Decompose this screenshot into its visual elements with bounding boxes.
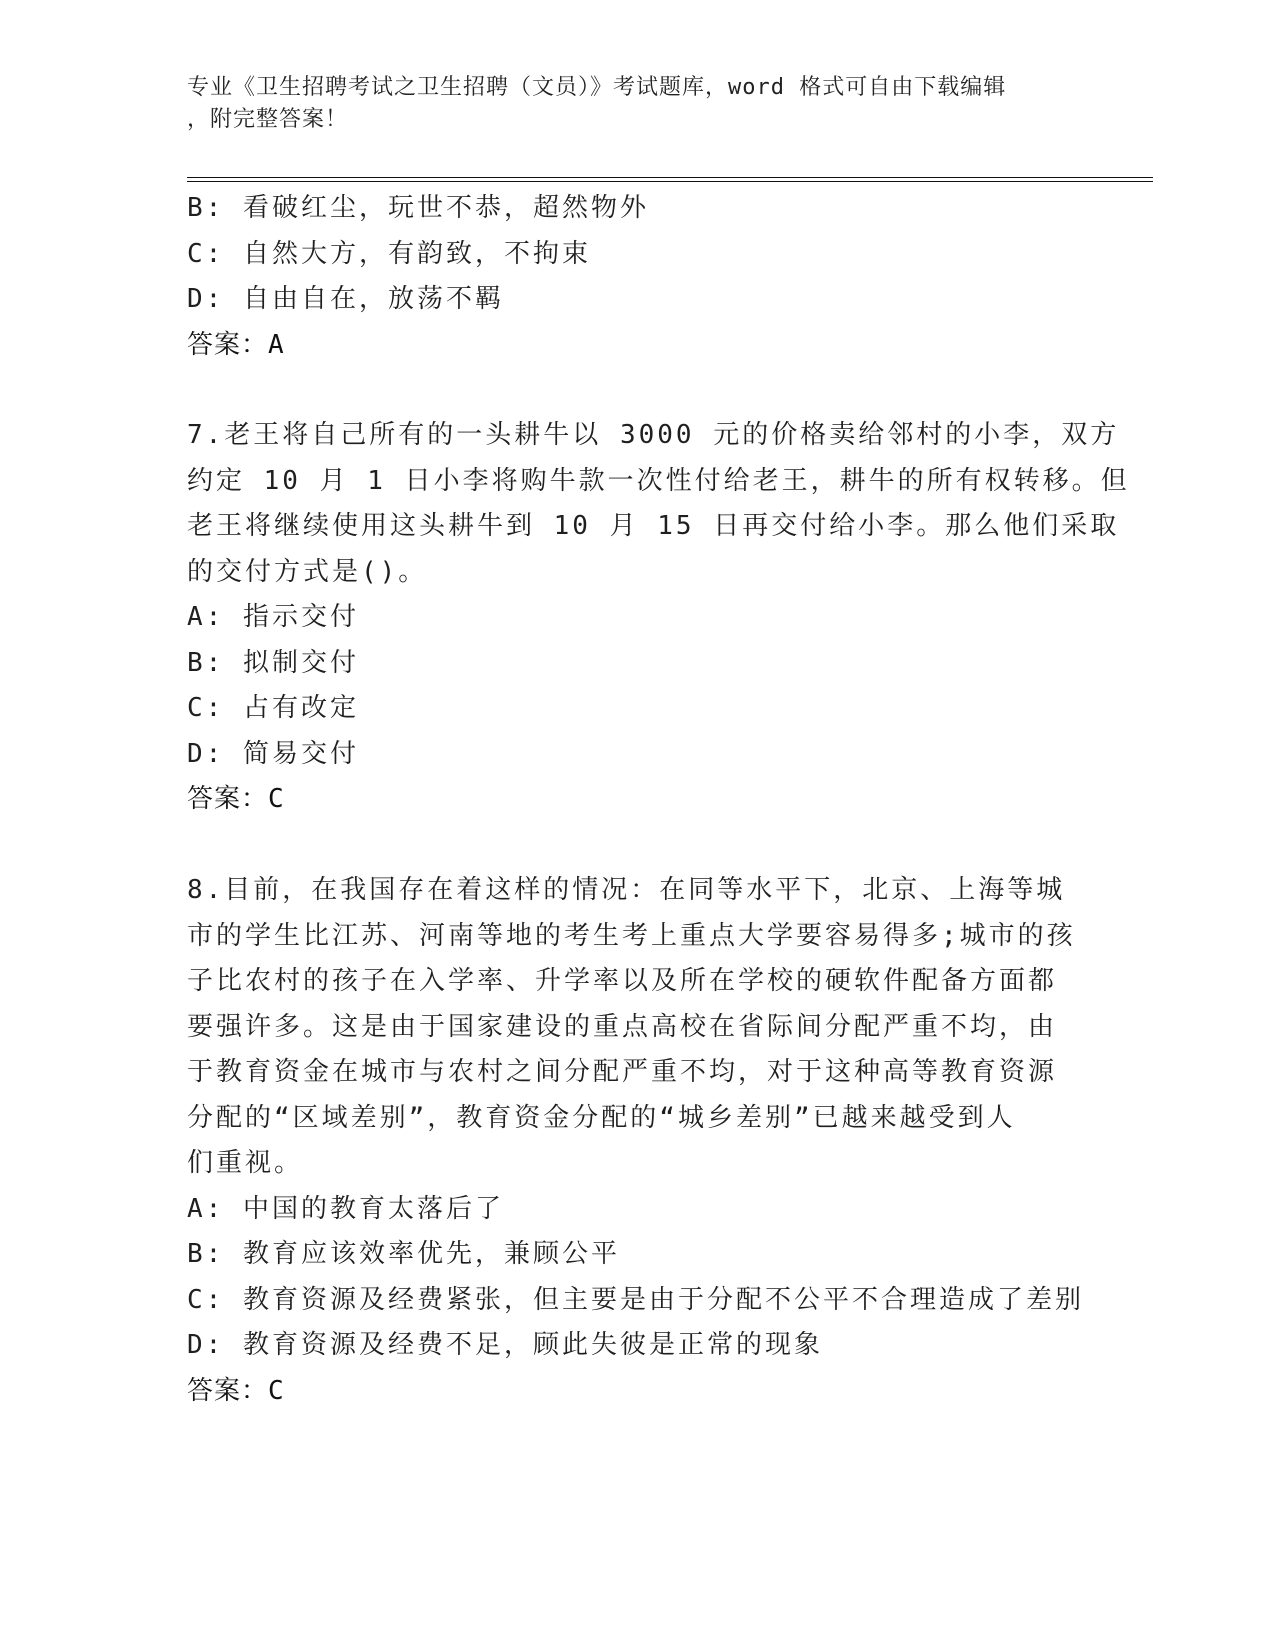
option-d: D: 自由自在，放荡不羁 — [187, 284, 504, 314]
answer-label: 答案： — [187, 329, 269, 360]
question-stem-line: 子比农村的孩子在入学率、升学率以及所在学校的硬软件配备方面都 — [187, 966, 1058, 996]
header-divider — [187, 177, 1153, 178]
prev-question-block — [187, 186, 1077, 368]
answer-line — [187, 1369, 1077, 1415]
option-c: C: 教育资源及经费紧张，但主要是由于分配不公平不合理造成了差别 — [187, 1284, 1084, 1315]
option-d: D: 教育资源及经费不足，顾此失彼是正常的现象 — [187, 1330, 823, 1360]
header-divider-second — [187, 181, 1153, 182]
answer-value: C — [268, 784, 285, 814]
question-stem-line: 分配的“区域差别”，教育资金分配的“城乡差别”已越来越受到人 — [187, 1102, 1016, 1133]
option-b: B: 教育应该效率优先，兼顾公平 — [187, 1239, 620, 1269]
header-line-1: 专业《卫生招聘考试之卫生招聘（文员）》考试题库，word 格式可自由下载编辑 — [187, 75, 1007, 100]
question-stem-line: 的交付方式是()。 — [187, 556, 428, 587]
option-c: C: 占有改定 — [187, 693, 359, 723]
option-c: C: 自然大方，有韵致，不拘束 — [187, 238, 591, 269]
question-stem-line: 约定 10 月 1 日小李将购牛款一次性付给老王，耕牛的所有权转移。但 — [187, 465, 1130, 496]
document-header — [187, 72, 1067, 136]
question-stem-line: 市的学生比江苏、河南等地的考生考上重点大学要容易得多;城市的孩 — [187, 920, 1076, 951]
option-b: B: 拟制交付 — [187, 647, 359, 678]
answer-line — [187, 323, 1077, 369]
option-a: A: 中国的教育太落后了 — [187, 1193, 504, 1224]
option-b: B: 看破红尘，玩世不恭，超然物外 — [187, 193, 649, 223]
answer-value: A — [268, 329, 285, 360]
question-stem-line: 7.老王将自己所有的一头耕牛以 3000 元的价格卖给邻村的小李，双方 — [187, 420, 1120, 450]
question-stem-line: 老王将继续使用这头耕牛到 10 月 15 日再交付给小李。那么他们采取 — [187, 511, 1120, 541]
question-7-block — [187, 413, 1130, 823]
question-stem-line: 8.目前，在我国存在着这样的情况：在同等水平下，北京、上海等城 — [187, 875, 1066, 905]
answer-label: 答案： — [187, 784, 269, 814]
option-a: A: 指示交付 — [187, 602, 359, 632]
answer-value: C — [268, 1375, 285, 1406]
option-d: D: 简易交付 — [187, 738, 359, 769]
answer-line — [187, 777, 1077, 823]
question-stem-line: 要强许多。这是由于国家建设的重点高校在省际间分配严重不均，由 — [187, 1011, 1058, 1042]
header-line-2: ，附完整答案！ — [187, 107, 349, 132]
answer-label: 答案： — [187, 1375, 269, 1406]
question-stem-line: 于教育资金在城市与农村之间分配严重不均，对于这种高等教育资源 — [187, 1057, 1058, 1087]
question-stem-line: 们重视。 — [187, 1148, 304, 1178]
question-8-block — [187, 868, 1084, 1414]
